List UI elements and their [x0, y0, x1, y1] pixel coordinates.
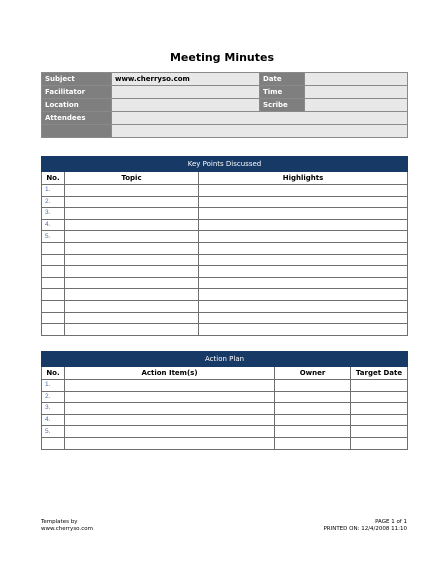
table-cell[interactable]	[65, 324, 199, 336]
table-cell[interactable]	[65, 219, 199, 231]
row-number	[42, 324, 65, 336]
row-number: 3.	[42, 208, 65, 220]
table-cell[interactable]	[275, 391, 351, 403]
table-row	[42, 254, 408, 266]
table-cell[interactable]	[65, 391, 275, 403]
table-cell[interactable]	[65, 414, 275, 426]
table-cell[interactable]	[65, 403, 275, 415]
location-row	[42, 99, 408, 112]
table-cell[interactable]	[65, 289, 199, 301]
action-plan-table	[41, 351, 408, 450]
time-label: Time	[260, 86, 305, 99]
column-header-highlights: Highlights	[199, 172, 408, 185]
attendees-field-extra[interactable]	[112, 125, 408, 138]
row-number	[42, 289, 65, 301]
table-cell[interactable]	[275, 414, 351, 426]
table-row	[42, 300, 408, 312]
table-cell[interactable]	[351, 426, 408, 438]
scribe-label: Scribe	[260, 99, 305, 112]
table-cell[interactable]	[65, 231, 199, 243]
table-cell[interactable]	[275, 403, 351, 415]
table-row	[42, 208, 408, 220]
row-number	[42, 277, 65, 289]
row-number: 4.	[42, 414, 65, 426]
table-row	[42, 414, 408, 426]
table-cell[interactable]	[351, 380, 408, 392]
table-row	[42, 380, 408, 392]
table-row	[42, 277, 408, 289]
scribe-field[interactable]	[305, 99, 408, 112]
table-cell[interactable]	[65, 300, 199, 312]
key-points-header: Key Points Discussed	[42, 157, 408, 172]
table-cell[interactable]	[199, 254, 408, 266]
location-label: Location	[42, 99, 112, 112]
footer-site-link[interactable]: www.cherryso.com	[41, 526, 93, 532]
table-cell[interactable]	[199, 196, 408, 208]
table-row	[42, 312, 408, 324]
table-cell[interactable]	[199, 231, 408, 243]
table-cell[interactable]	[65, 254, 199, 266]
table-cell[interactable]	[351, 437, 408, 449]
document-title: Meeting Minutes	[169, 51, 275, 64]
key-points-table	[41, 156, 408, 336]
table-cell[interactable]	[199, 266, 408, 278]
row-number	[42, 242, 65, 254]
footer-templates-by: Templates by	[41, 519, 78, 525]
subject-label: Subject	[42, 73, 112, 86]
date-field[interactable]	[305, 73, 408, 86]
row-number	[42, 266, 65, 278]
table-cell[interactable]	[351, 391, 408, 403]
attendees-row-extra	[42, 125, 408, 138]
row-number: 2.	[42, 391, 65, 403]
row-number: 5.	[42, 231, 65, 243]
table-cell[interactable]	[199, 242, 408, 254]
table-row	[42, 196, 408, 208]
table-row	[42, 324, 408, 336]
table-cell[interactable]	[199, 289, 408, 301]
attendees-label: Attendees	[42, 112, 112, 125]
table-row	[42, 391, 408, 403]
table-row	[42, 219, 408, 231]
column-header-owner: Owner	[275, 367, 351, 380]
meeting-info-table	[41, 72, 408, 138]
column-header-no: No.	[42, 367, 65, 380]
table-cell[interactable]	[65, 277, 199, 289]
table-row	[42, 437, 408, 449]
table-row	[42, 289, 408, 301]
column-header-topic: Topic	[65, 172, 199, 185]
table-cell[interactable]	[275, 380, 351, 392]
table-row	[42, 403, 408, 415]
table-cell[interactable]	[199, 324, 408, 336]
date-label: Date	[260, 73, 305, 86]
table-cell[interactable]	[65, 185, 199, 197]
table-cell[interactable]	[199, 185, 408, 197]
table-cell[interactable]	[351, 403, 408, 415]
row-number	[42, 437, 65, 449]
facilitator-field[interactable]	[112, 86, 260, 99]
table-cell[interactable]	[65, 196, 199, 208]
row-number	[42, 312, 65, 324]
attendees-label-spacer	[42, 125, 112, 138]
facilitator-row	[42, 86, 408, 99]
table-cell[interactable]	[275, 426, 351, 438]
table-cell[interactable]	[199, 300, 408, 312]
table-cell[interactable]	[65, 266, 199, 278]
row-number: 5.	[42, 426, 65, 438]
table-cell[interactable]	[65, 208, 199, 220]
column-header-action-items: Action Item(s)	[65, 367, 275, 380]
table-cell[interactable]	[199, 277, 408, 289]
table-cell[interactable]	[65, 426, 275, 438]
table-cell[interactable]	[65, 312, 199, 324]
table-cell[interactable]	[65, 242, 199, 254]
column-header-no: No.	[42, 172, 65, 185]
attendees-field[interactable]	[112, 112, 408, 125]
footer-credit	[41, 519, 93, 533]
table-row	[42, 242, 408, 254]
facilitator-label: Facilitator	[42, 86, 112, 99]
row-number: 3.	[42, 403, 65, 415]
table-cell[interactable]	[199, 312, 408, 324]
table-row	[42, 266, 408, 278]
attendees-row	[42, 112, 408, 125]
row-number: 1.	[42, 185, 65, 197]
table-cell[interactable]	[275, 437, 351, 449]
table-cell[interactable]	[65, 380, 275, 392]
row-number: 2.	[42, 196, 65, 208]
column-header-target-date: Target Date	[351, 367, 408, 380]
row-number	[42, 254, 65, 266]
table-row	[42, 426, 408, 438]
subject-field[interactable]: www.cherryso.com	[112, 73, 260, 86]
location-field[interactable]	[112, 99, 260, 112]
table-cell[interactable]	[199, 219, 408, 231]
subject-row	[42, 73, 408, 86]
table-row	[42, 231, 408, 243]
table-row	[42, 185, 408, 197]
table-cell[interactable]	[199, 208, 408, 220]
row-number: 4.	[42, 219, 65, 231]
table-cell[interactable]	[65, 437, 275, 449]
time-field[interactable]	[305, 86, 408, 99]
table-cell[interactable]	[351, 414, 408, 426]
footer-page-number: PAGE 1 of 1	[375, 519, 407, 525]
footer-print-info	[323, 519, 407, 533]
row-number	[42, 300, 65, 312]
row-number: 1.	[42, 380, 65, 392]
footer-printed-on: PRINTED ON: 12/4/2008 11:10	[323, 526, 407, 532]
action-plan-header: Action Plan	[42, 352, 408, 367]
